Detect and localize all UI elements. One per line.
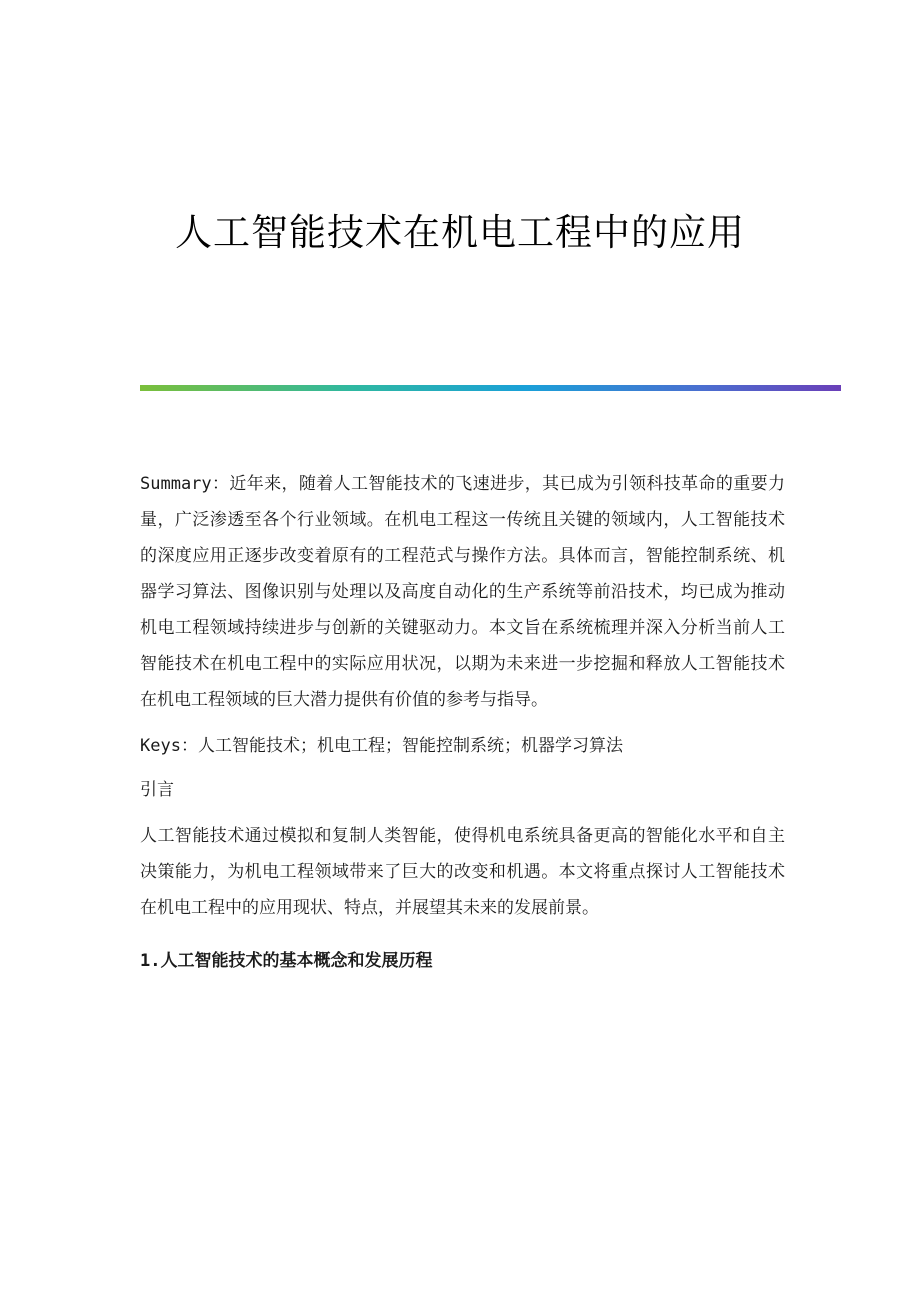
intro-heading: 引言 <box>140 780 174 800</box>
gradient-divider <box>140 385 841 391</box>
keywords-line: Keys：人工智能技术；机电工程；智能控制系统；机器学习算法 <box>140 736 623 756</box>
summary-paragraph: Summary：近年来，随着人工智能技术的飞速进步，其已成为引领科技革命的重要力量，广泛渗透至各个行业领域。在机电工程这一传统且关键的领域内，人工智能技术的深度应用正逐步改变着原有的工程范式与操作方法。具体而言，智能控制系统、机器学习算法、图像识别与处理以及高度自动化的生产系统等前沿技术，均已成为推动机电工程领域持续进步与创新的关键驱动力。本文旨在系统梳理并深入分析当前人工智能技术在机电工程中的实际应用状况，以期为未来进一步挖掘和释放人工智能技术在机电工程领域的巨大潜力提供有价值的参考与指导。 <box>140 474 785 710</box>
document-body <box>140 466 785 979</box>
intro-paragraph: 人工智能技术通过模拟和复制人类智能，使得机电系统具备更高的智能化水平和自主决策能力，为机电工程领域带来了巨大的改变和机遇。本文将重点探讨人工智能技术在机电工程中的应用现状、特点，并展望其未来的发展前景。 <box>140 826 785 918</box>
section-1-heading: 1.人工智能技术的基本概念和发展历程 <box>140 951 433 971</box>
document-title: 人工智能技术在机电工程中的应用 <box>175 211 745 254</box>
